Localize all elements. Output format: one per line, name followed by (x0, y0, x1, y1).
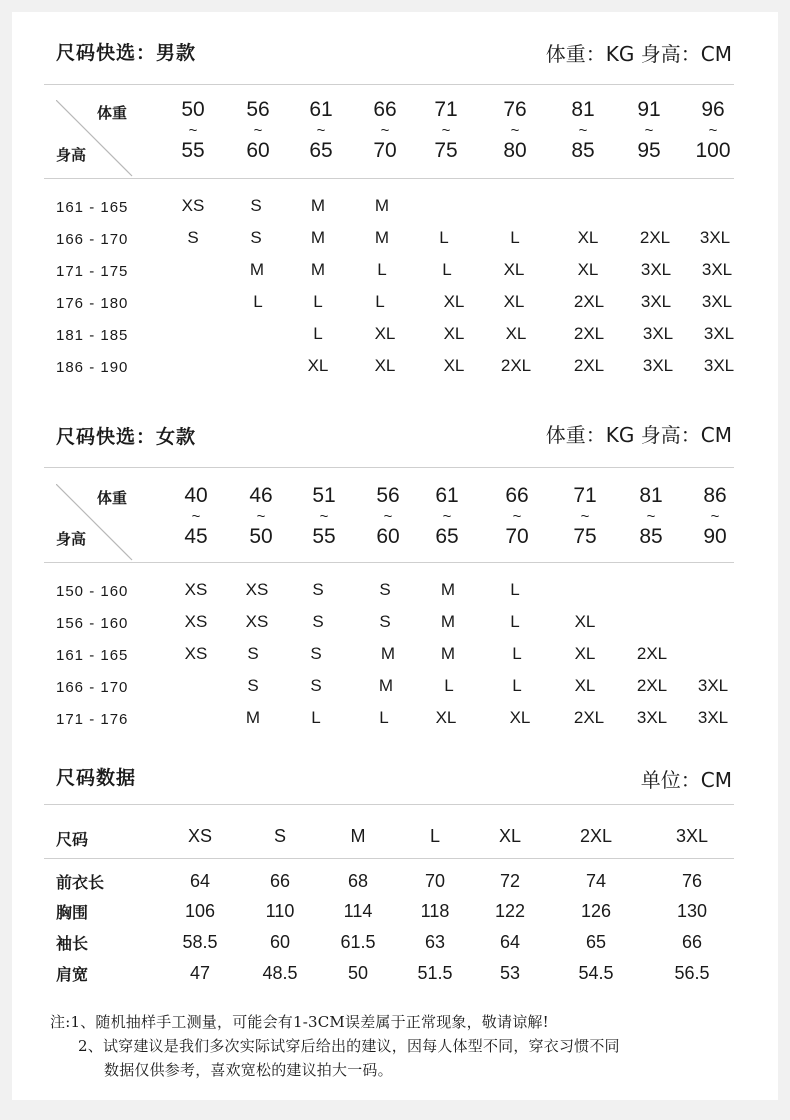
measurement-value: 66 (681, 932, 703, 952)
men-corner-diagonal (56, 100, 136, 180)
size-cell: XL (574, 676, 596, 695)
men-unit-label: 体重：KG 身高：CM (545, 42, 732, 66)
size-cell: 2XL (573, 292, 605, 311)
size-cell: 3XL (699, 228, 731, 247)
measurement-value: 48.5 (262, 963, 298, 983)
divider (44, 467, 734, 468)
size-cell: XL (374, 324, 396, 343)
size-column-header: L (429, 826, 440, 846)
weight-range-max: 45 (184, 525, 208, 548)
weight-range-min: 71 (573, 484, 597, 507)
size-cell: L (512, 644, 522, 663)
size-cell: S (312, 580, 324, 599)
weight-range-min: 66 (373, 98, 397, 121)
measurement-value: 64 (499, 932, 521, 952)
weight-range-min: 61 (309, 98, 333, 121)
size-cell: L (313, 324, 323, 343)
size-cell: S (379, 612, 391, 631)
measurement-value: 61.5 (340, 932, 376, 952)
size-cell: 3XL (636, 708, 668, 727)
weight-range-min: 61 (435, 484, 459, 507)
size-cell: M (440, 612, 456, 631)
weight-range-max: 85 (639, 525, 663, 548)
measurement-value: 65 (585, 932, 607, 952)
measurement-value: 53 (499, 963, 521, 983)
measurement-value: 110 (265, 901, 295, 921)
size-cell: XL (505, 324, 527, 343)
size-cell: 3XL (697, 676, 729, 695)
weight-range-max: 60 (376, 525, 400, 548)
weight-range-tilde: ~ (442, 508, 452, 525)
size-cell: 3XL (640, 292, 672, 311)
weight-range-min: 56 (376, 484, 400, 507)
measurement-value: 50 (347, 963, 369, 983)
weight-range-max: 85 (571, 139, 595, 162)
weight-range-min: 56 (246, 98, 270, 121)
size-cell: L (444, 676, 454, 695)
weight-range-tilde: ~ (319, 508, 329, 525)
divider (44, 178, 734, 179)
weight-range-min: 86 (703, 484, 727, 507)
measurement-label: 肩宽 (56, 965, 89, 984)
size-cell: S (187, 228, 199, 247)
size-cell: 2XL (639, 228, 671, 247)
size-cell: XS (184, 580, 208, 599)
measurement-value: 66 (269, 871, 291, 891)
size-cell: XL (374, 356, 396, 375)
size-cell: XL (574, 612, 596, 631)
weight-range-tilde: ~ (188, 122, 198, 139)
size-cell: M (374, 196, 390, 215)
size-cell: 2XL (636, 644, 668, 663)
size-cell: S (247, 644, 259, 663)
men-corner-weight: 体重 (97, 104, 128, 122)
size-cell: 3XL (701, 260, 733, 279)
measurement-value: 54.5 (578, 963, 614, 983)
measurement-value: 68 (347, 871, 369, 891)
weight-range-min: 96 (701, 98, 725, 121)
weight-range-max: 60 (246, 139, 270, 162)
weight-range-max: 75 (573, 525, 597, 548)
measurement-value: 74 (585, 871, 607, 891)
weight-range-tilde: ~ (380, 122, 390, 139)
size-cell: L (311, 708, 321, 727)
divider (44, 84, 734, 85)
women-section-title: 尺码快选：女款 (56, 426, 197, 448)
women-corner-height: 身高 (56, 530, 87, 548)
size-cell: 3XL (703, 356, 735, 375)
measurement-value: 130 (676, 901, 708, 921)
size-data-unit: 单位：CM (640, 768, 732, 792)
weight-range-tilde: ~ (510, 122, 520, 139)
note-line-1: 注:1、随机抽样手工测量，可能会有1-3CM误差属于正常现象，敬请谅解! (50, 1013, 549, 1031)
size-cell: 3XL (703, 324, 735, 343)
weight-range-min: 40 (184, 484, 208, 507)
measurement-value: 51.5 (417, 963, 453, 983)
size-cell: M (378, 676, 394, 695)
size-cell: M (249, 260, 265, 279)
size-cell: 3XL (642, 324, 674, 343)
weight-range-max: 90 (703, 525, 727, 548)
height-range-label: 181 - 185 (56, 327, 129, 344)
weight-range-tilde: ~ (708, 122, 718, 139)
size-cell: M (440, 580, 456, 599)
size-cell: 2XL (573, 356, 605, 375)
measurement-value: 114 (343, 901, 373, 921)
measurement-value: 76 (681, 871, 703, 891)
size-cell: S (310, 644, 322, 663)
note-line-2: 2、试穿建议是我们多次实际试穿后给出的建议，因每人体型不同，穿衣习惯不同 (78, 1037, 620, 1055)
weight-range-tilde: ~ (316, 122, 326, 139)
size-cell: XL (435, 708, 457, 727)
size-data-header-label: 尺码 (56, 830, 89, 849)
weight-range-max: 70 (373, 139, 397, 162)
size-cell: L (253, 292, 263, 311)
measurement-value: 118 (420, 901, 450, 921)
size-cell: L (379, 708, 389, 727)
weight-range-max: 65 (435, 525, 459, 548)
size-cell: L (375, 292, 385, 311)
size-data-title: 尺码数据 (56, 767, 137, 789)
height-range-label: 176 - 180 (56, 295, 129, 312)
size-cell: S (379, 580, 391, 599)
size-column-header: 3XL (675, 826, 709, 846)
measurement-value: 58.5 (182, 932, 218, 952)
measurement-value: 70 (424, 871, 446, 891)
weight-range-tilde: ~ (383, 508, 393, 525)
weight-range-max: 55 (312, 525, 336, 548)
women-corner-weight: 体重 (97, 489, 128, 507)
size-cell: XS (181, 196, 205, 215)
height-range-label: 150 - 160 (56, 583, 129, 600)
measurement-value: 47 (189, 963, 211, 983)
weight-range-tilde: ~ (441, 122, 451, 139)
height-range-label: 186 - 190 (56, 359, 129, 376)
height-range-label: 171 - 175 (56, 263, 129, 280)
size-cell: L (377, 260, 387, 279)
divider (44, 858, 734, 859)
size-cell: 3XL (701, 292, 733, 311)
size-cell: S (310, 676, 322, 695)
size-cell: L (442, 260, 452, 279)
weight-range-max: 70 (505, 525, 529, 548)
men-section-title: 尺码快选：男款 (56, 42, 197, 64)
size-cell: S (312, 612, 324, 631)
size-cell: XS (184, 612, 208, 631)
measurement-value: 126 (580, 901, 612, 921)
size-cell: XL (503, 292, 525, 311)
size-cell: M (310, 260, 326, 279)
weight-range-tilde: ~ (644, 122, 654, 139)
measurement-value: 63 (424, 932, 446, 952)
size-column-header: 2XL (579, 826, 613, 846)
measurement-value: 122 (494, 901, 526, 921)
size-cell: XL (509, 708, 531, 727)
size-cell: S (247, 676, 259, 695)
size-cell: 3XL (697, 708, 729, 727)
size-cell: M (440, 644, 456, 663)
size-cell: XL (443, 356, 465, 375)
size-cell: XL (443, 324, 465, 343)
weight-range-tilde: ~ (710, 508, 720, 525)
weight-range-min: 71 (434, 98, 458, 121)
weight-range-min: 51 (312, 484, 336, 507)
note-line-3: 数据仅供参考，喜欢宽松的建议拍大一码。 (104, 1061, 393, 1079)
size-cell: S (250, 228, 262, 247)
size-cell: M (310, 196, 326, 215)
measurement-value: 64 (189, 871, 211, 891)
measurement-value: 56.5 (674, 963, 710, 983)
weight-range-max: 95 (637, 139, 661, 162)
size-cell: L (313, 292, 323, 311)
divider (44, 562, 734, 563)
size-cell: L (510, 580, 520, 599)
weight-range-tilde: ~ (253, 122, 263, 139)
height-range-label: 166 - 170 (56, 679, 129, 696)
size-cell: L (439, 228, 449, 247)
size-cell: XL (577, 260, 599, 279)
size-column-header: XL (498, 826, 522, 846)
size-cell: S (250, 196, 262, 215)
weight-range-max: 80 (503, 139, 527, 162)
size-cell: M (374, 228, 390, 247)
weight-range-max: 65 (309, 139, 333, 162)
women-corner-diagonal (56, 484, 136, 564)
height-range-label: 171 - 176 (56, 711, 129, 728)
measurement-label: 袖长 (56, 934, 89, 953)
size-column-header: M (350, 826, 366, 846)
weight-range-max: 100 (695, 139, 731, 162)
height-range-label: 161 - 165 (56, 647, 129, 664)
weight-range-max: 50 (249, 525, 273, 548)
weight-range-tilde: ~ (512, 508, 522, 525)
weight-range-tilde: ~ (580, 508, 590, 525)
weight-range-tilde: ~ (256, 508, 266, 525)
weight-range-min: 46 (249, 484, 273, 507)
weight-range-tilde: ~ (646, 508, 656, 525)
size-column-header: S (273, 826, 286, 846)
size-cell: XS (245, 612, 269, 631)
weight-range-tilde: ~ (191, 508, 201, 525)
weight-range-min: 91 (637, 98, 661, 121)
size-cell: 3XL (642, 356, 674, 375)
size-cell: XL (574, 644, 596, 663)
divider (44, 804, 734, 805)
weight-range-min: 81 (571, 98, 595, 121)
measurement-value: 72 (499, 871, 521, 891)
men-corner-height: 身高 (56, 146, 87, 164)
size-cell: L (510, 228, 520, 247)
size-cell: 2XL (573, 708, 605, 727)
height-range-label: 161 - 165 (56, 199, 129, 216)
size-cell: XL (503, 260, 525, 279)
women-unit-label: 体重：KG 身高：CM (545, 423, 732, 447)
size-cell: M (245, 708, 261, 727)
size-cell: 3XL (640, 260, 672, 279)
size-cell: XS (184, 644, 208, 663)
weight-range-min: 66 (505, 484, 529, 507)
height-range-label: 156 - 160 (56, 615, 129, 632)
size-cell: XS (245, 580, 269, 599)
size-cell: M (380, 644, 396, 663)
weight-range-tilde: ~ (578, 122, 588, 139)
size-cell: L (510, 612, 520, 631)
measurement-label: 胸围 (56, 903, 89, 922)
size-cell: XL (307, 356, 329, 375)
size-cell: XL (577, 228, 599, 247)
weight-range-min: 76 (503, 98, 527, 121)
size-cell: M (310, 228, 326, 247)
size-cell: 2XL (573, 324, 605, 343)
size-cell: XL (443, 292, 465, 311)
measurement-label: 前衣长 (56, 873, 105, 892)
weight-range-min: 81 (639, 484, 663, 507)
size-cell: 2XL (500, 356, 532, 375)
measurement-value: 60 (269, 932, 291, 952)
weight-range-min: 50 (181, 98, 205, 121)
size-cell: L (512, 676, 522, 695)
size-cell: 2XL (636, 676, 668, 695)
measurement-value: 106 (184, 901, 216, 921)
weight-range-max: 75 (434, 139, 458, 162)
height-range-label: 166 - 170 (56, 231, 129, 248)
weight-range-max: 55 (181, 139, 205, 162)
size-column-header: XS (187, 826, 212, 846)
